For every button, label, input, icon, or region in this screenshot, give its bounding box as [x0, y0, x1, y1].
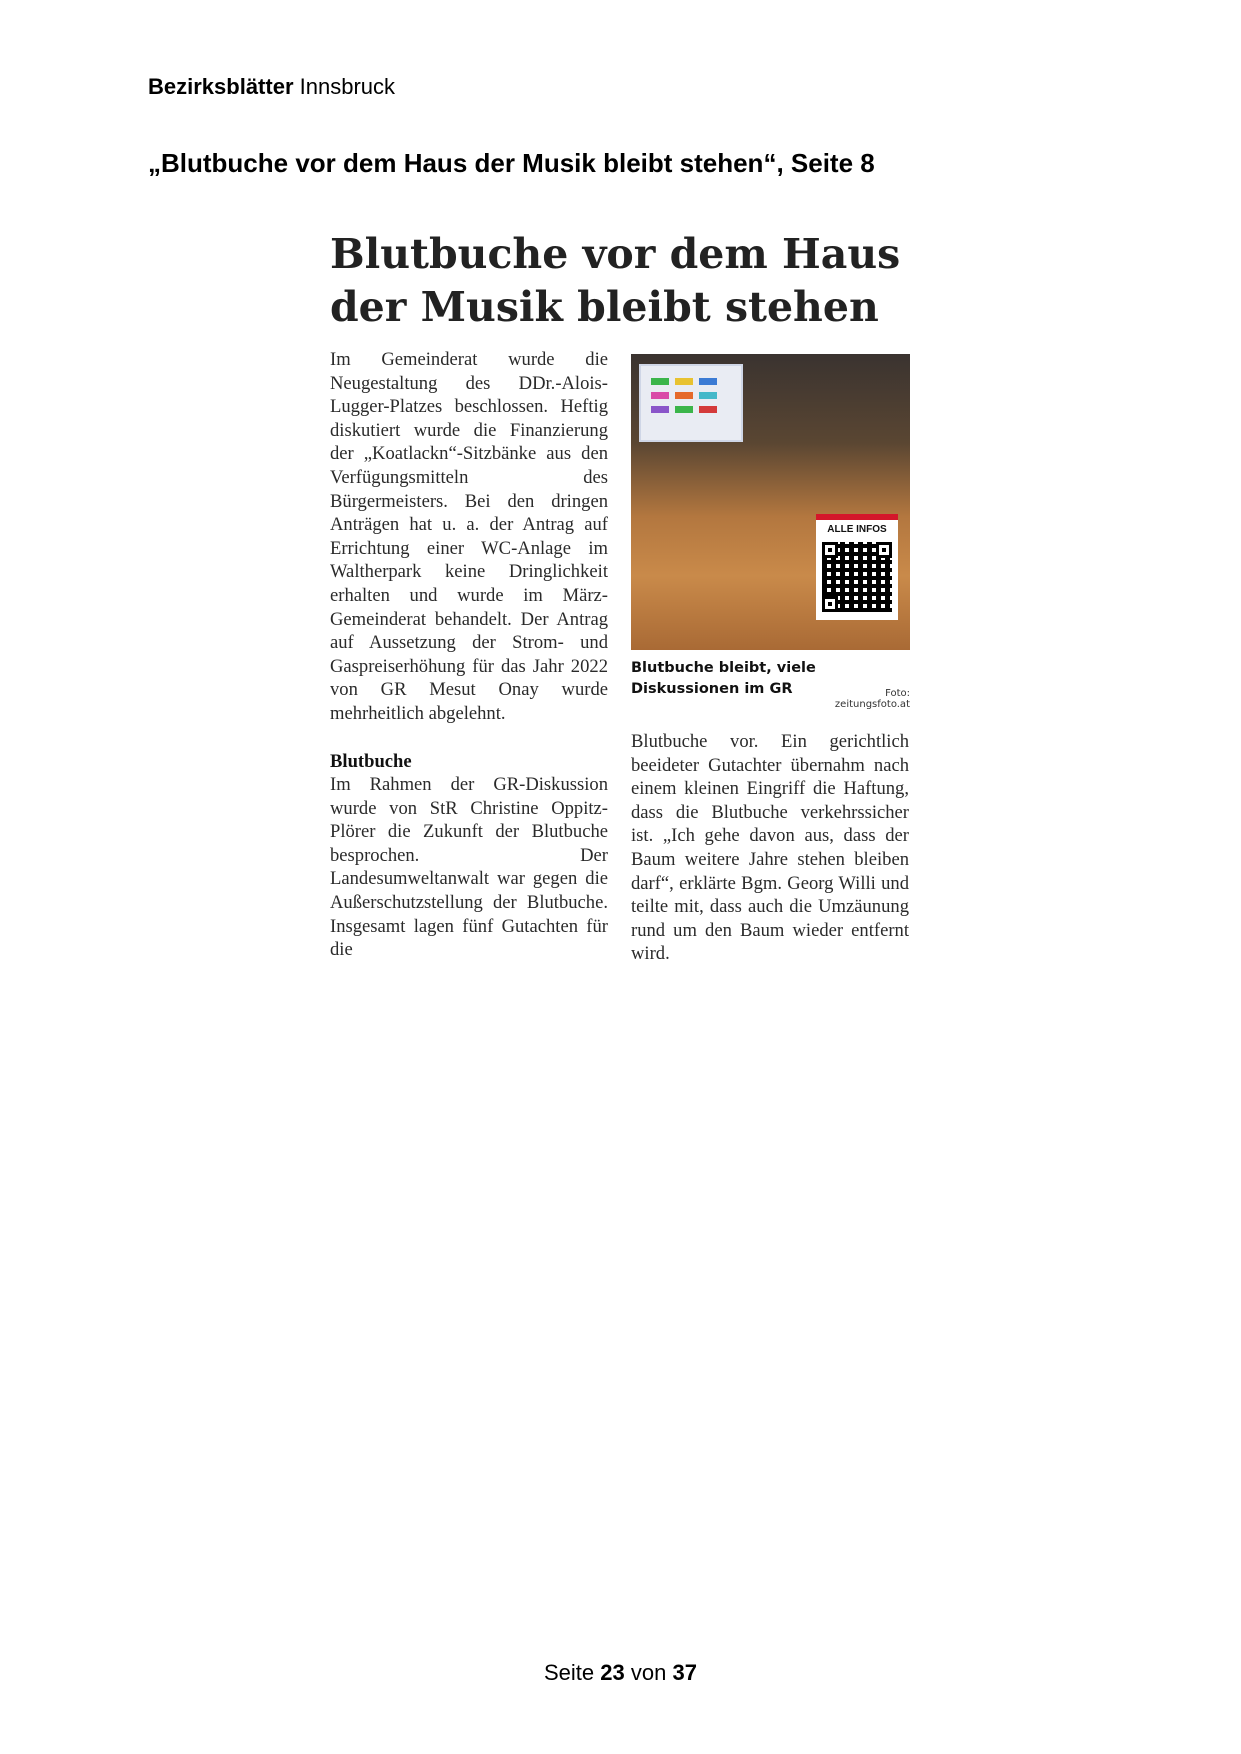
- projection-screen: [639, 364, 743, 442]
- article-subheading: Blutbuche: [330, 750, 412, 772]
- article-headline: Blutbuche vor dem Haus der Musik bleibt stehen: [330, 230, 901, 331]
- article-photo: [631, 354, 910, 650]
- qr-label: ALLE INFOS: [827, 524, 887, 535]
- publication-name: Bezirksblätter Innsbruck: [148, 74, 396, 99]
- qr-code-icon: [822, 542, 892, 612]
- article-paragraph: Im Rahmen der GR-Diskussion wurde von StR Christine Oppitz-Plörer die Zukunft der Blutbuche besprochen. Der Landesumweltanwalt war gegen die Außerschutzstellung der Blutbuche. Insgesamt lagen fünf Gutachten für die: [330, 774, 608, 961]
- newspaper-clipping: [330, 228, 910, 988]
- article-column-left: [330, 348, 608, 962]
- article-paragraph: Blutbuche vor. Ein gerichtlich beeideter Gutachter übernahm nach einem kleinen Eingriff die Haftung, dass die Blutbuche verkehrssicher ist. „Ich gehe davon aus, dass der Baum weitere Jahre stehen bleiben darf“, erklärte Bgm. Georg Willi und teilte mit, dass auch die Umzäunung rund um den Baum wieder entfernt wird.: [631, 731, 909, 965]
- page-footer: Seite 23 von 37: [544, 1660, 697, 1685]
- photo-caption: Blutbuche bleibt, viele Diskussionen im GR: [631, 660, 816, 697]
- qr-code-box[interactable]: [816, 514, 898, 620]
- photo-credit: Foto: zeitungsfoto.at: [834, 688, 910, 710]
- document-title: „Blutbuche vor dem Haus der Musik bleibt stehen“, Seite 8: [148, 148, 875, 178]
- article-paragraph: Im Gemeinderat wurde die Neugestaltung des DDr.-Alois-Lugger-Platzes beschlossen. Heftig diskutiert wurde die Finanzierung der „Koatlackn“-Sitzbänke aus den Verfügungsmitteln des Bürgermeisters. Bei den dringen Anträgen hat u. a. der Antrag auf Errichtung einer WC-Anlage im Waltherpark keine Dringlichkeit erhalten und wurde im März-Gemeinderat behandelt. Der Antrag auf Aussetzung der Strom- und Gaspreiserhöhung für das Jahr 2022 von GR Mesut Onay wurde mehrheitlich abgelehnt.: [330, 349, 608, 724]
- article-column-right: [631, 730, 909, 966]
